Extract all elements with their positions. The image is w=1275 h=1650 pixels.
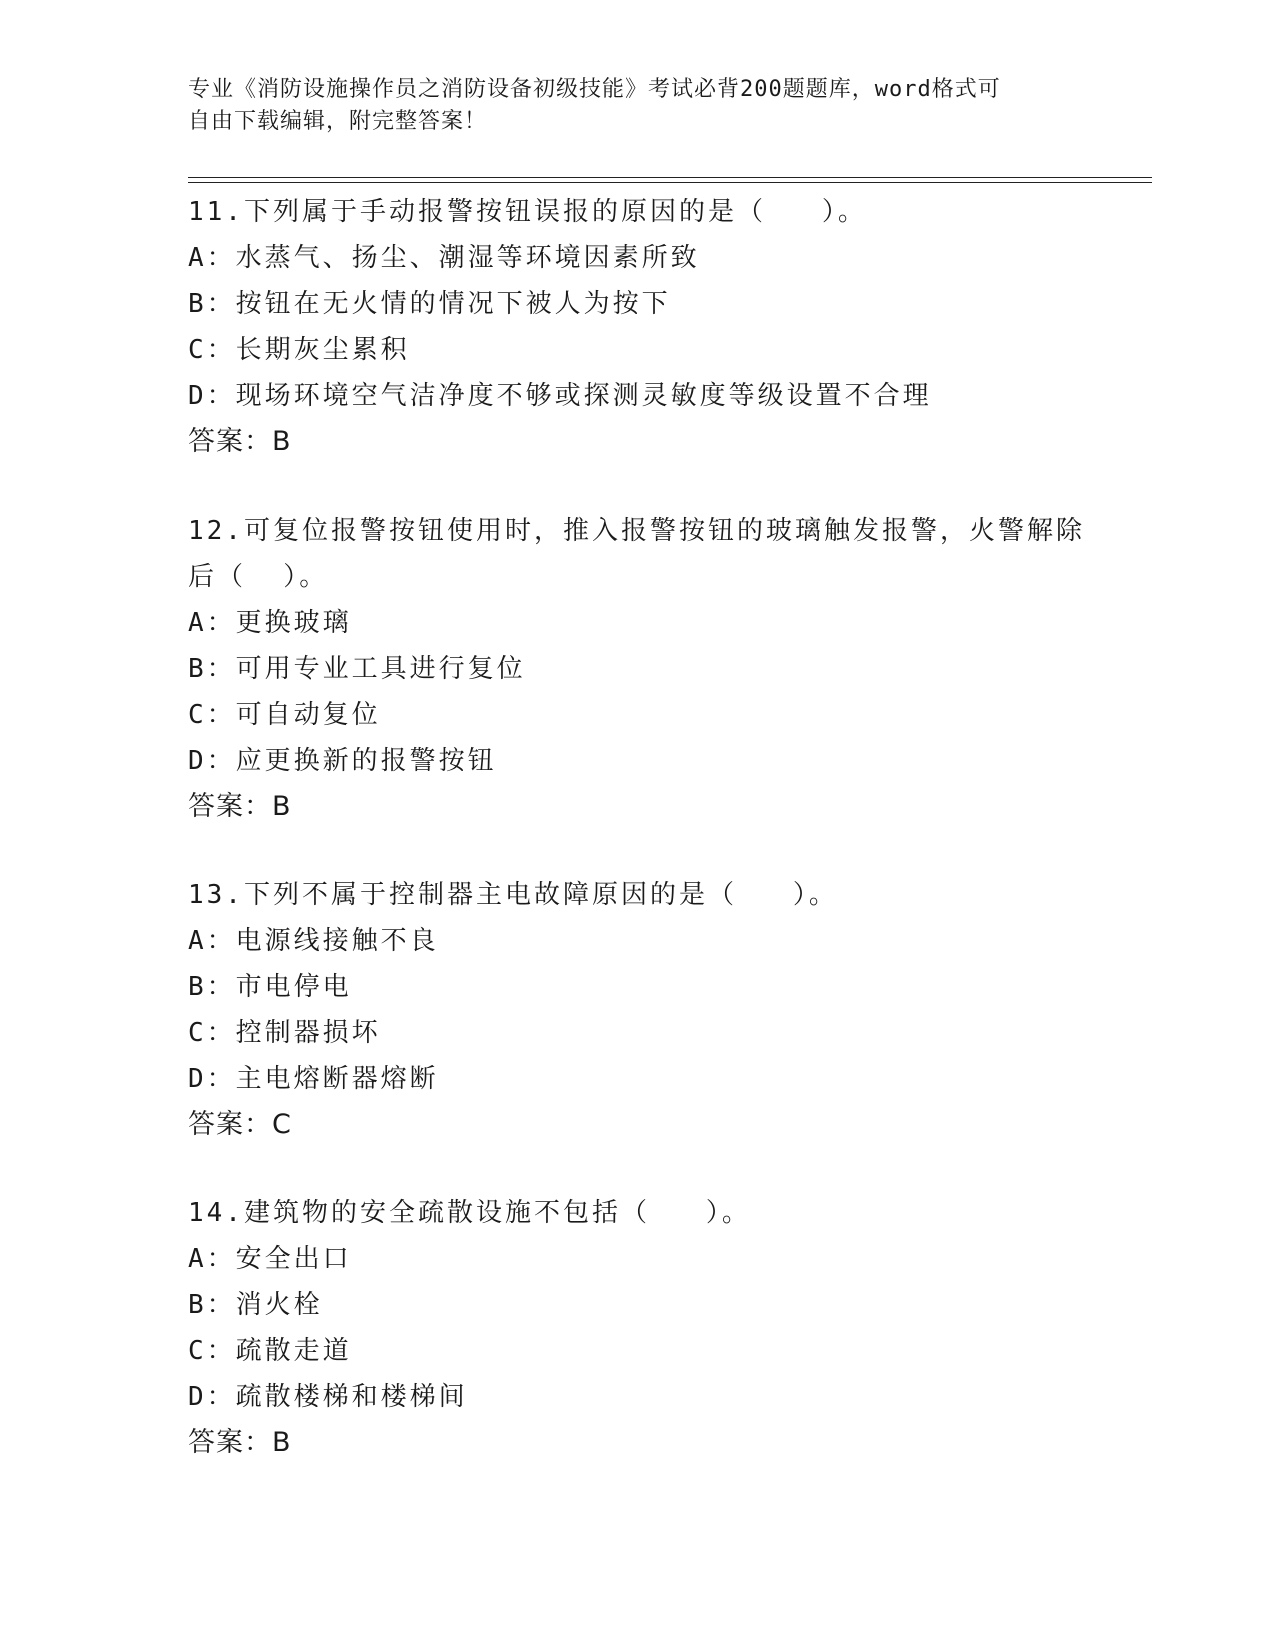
header-divider-bottom xyxy=(188,182,1152,183)
document-header xyxy=(188,74,1088,138)
question-stem: 11.下列属于手动报警按钮误报的原因的是（ ）。 xyxy=(188,197,867,227)
option-b: B：可用专业工具进行复位 xyxy=(188,654,526,684)
header-line-2: 自由下载编辑，附完整答案！ xyxy=(188,109,488,134)
option-a: A：更换玻璃 xyxy=(188,608,352,638)
question-14 xyxy=(188,1190,1088,1466)
question-stem: 12.可复位报警按钮使用时，推入报警按钮的玻璃触发报警，火警解除后（ ）。 xyxy=(188,516,1085,592)
question-12 xyxy=(188,508,1088,830)
header-divider-top xyxy=(188,177,1152,178)
option-c: C：长期灰尘累积 xyxy=(188,335,410,365)
option-c: C：疏散走道 xyxy=(188,1336,352,1366)
option-d: D：现场环境空气洁净度不够或探测灵敏度等级设置不合理 xyxy=(188,381,932,411)
option-a: A：电源线接触不良 xyxy=(188,926,439,956)
option-c: C：控制器损坏 xyxy=(188,1018,381,1048)
question-13 xyxy=(188,872,1088,1148)
option-a: A：安全出口 xyxy=(188,1244,352,1274)
option-a: A：水蒸气、扬尘、潮湿等环境因素所致 xyxy=(188,243,700,273)
answer: 答案：B xyxy=(188,791,292,822)
answer: 答案：B xyxy=(188,426,292,457)
option-d: D：疏散楼梯和楼梯间 xyxy=(188,1382,468,1412)
answer: 答案：C xyxy=(188,1109,292,1140)
option-b: B：市电停电 xyxy=(188,972,352,1002)
option-d: D：主电熔断器熔断 xyxy=(188,1064,439,1094)
question-stem: 14.建筑物的安全疏散设施不包括（ ）。 xyxy=(188,1198,751,1228)
header-line-1: 专业《消防设施操作员之消防设备初级技能》考试必背200题题库，word格式可 xyxy=(188,77,1001,102)
option-b: B：按钮在无火情的情况下被人为按下 xyxy=(188,289,671,319)
question-11 xyxy=(188,189,1088,465)
question-stem: 13.下列不属于控制器主电故障原因的是（ ）。 xyxy=(188,880,838,910)
answer: 答案：B xyxy=(188,1427,292,1458)
option-d: D：应更换新的报警按钮 xyxy=(188,746,497,776)
option-c: C：可自动复位 xyxy=(188,700,381,730)
option-b: B：消火栓 xyxy=(188,1290,323,1320)
